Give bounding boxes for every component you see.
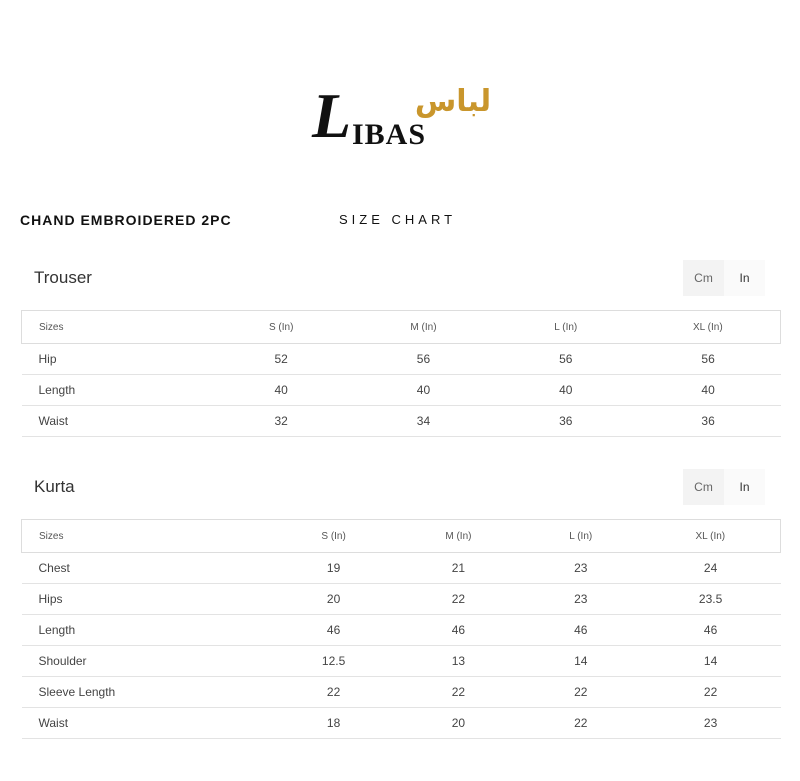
table-cell: 32 [274, 414, 288, 428]
measurement-label: Waist [38, 716, 69, 730]
column-header: Sizes [39, 321, 64, 333]
table-cell: 24 [703, 561, 718, 575]
table-cell: 56 [559, 352, 573, 366]
size-chart-heading: SIZE CHART [339, 212, 457, 227]
table-cell: 20 [451, 716, 466, 730]
measurement-label: Shoulder [38, 654, 87, 668]
table-cell: 34 [416, 414, 431, 428]
column-header: M (In) [410, 321, 437, 333]
table-cell: 22 [703, 685, 718, 699]
table-cell: 22 [574, 716, 588, 730]
table-cell: 19 [326, 561, 341, 575]
kurta-unit-in-button[interactable]: In [724, 469, 765, 505]
table-cell: 56 [416, 352, 431, 366]
table-cell: 36 [701, 414, 715, 428]
table-cell: 14 [703, 654, 718, 668]
kurta-size-table [21, 519, 781, 739]
table-cell: 22 [574, 685, 588, 699]
table-cell: 23 [574, 561, 588, 575]
table-cell: 14 [574, 654, 588, 668]
table-row [22, 553, 781, 584]
measurement-label: Length [38, 623, 76, 637]
column-header: Sizes [39, 530, 64, 542]
column-header: S (In) [321, 530, 346, 542]
table-cell: 40 [559, 383, 573, 397]
brand-logo [308, 82, 493, 162]
measurement-label: Waist [38, 414, 69, 428]
table-cell: 40 [274, 383, 288, 397]
table-cell: 46 [326, 623, 341, 637]
column-header: M (In) [445, 530, 472, 542]
trouser-section-title: Trouser [34, 268, 92, 287]
table-header-row [22, 311, 781, 344]
table-cell: 23.5 [698, 592, 723, 606]
column-header: XL (In) [693, 321, 723, 333]
column-header: XL (In) [695, 530, 726, 542]
table-header-row [22, 520, 781, 553]
measurement-label: Chest [38, 561, 70, 575]
table-cell: 22 [451, 592, 466, 606]
trouser-unit-in-button[interactable]: In [724, 260, 765, 296]
table-cell: 40 [416, 383, 431, 397]
table-cell: 13 [451, 654, 466, 668]
table-cell: 20 [326, 592, 341, 606]
table-row [22, 406, 781, 437]
table-row [22, 615, 781, 646]
table-row [22, 344, 781, 375]
table-row [22, 646, 781, 677]
table-row [22, 708, 781, 739]
measurement-label: Sleeve Length [38, 685, 116, 699]
measurement-label: Hip [38, 352, 57, 366]
column-header: L (In) [569, 530, 593, 542]
trouser-size-table [21, 310, 781, 437]
table-cell: 56 [701, 352, 715, 366]
table-row [22, 677, 781, 708]
kurta-section-title: Kurta [34, 477, 75, 496]
table-cell: 46 [451, 623, 466, 637]
table-cell: 23 [703, 716, 718, 730]
measurement-label: Length [38, 383, 76, 397]
brand-urdu-script: لباس [414, 84, 492, 119]
table-cell: 23 [574, 592, 588, 606]
kurta-unit-toggle [683, 469, 765, 505]
table-cell: 36 [559, 414, 573, 428]
table-cell: 22 [326, 685, 341, 699]
column-header: L (In) [554, 321, 578, 333]
measurement-label: Hips [38, 592, 63, 606]
table-cell: 40 [701, 383, 715, 397]
kurta-unit-cm-button[interactable]: Cm [694, 480, 713, 494]
table-cell: 21 [451, 561, 466, 575]
table-cell: 18 [326, 716, 341, 730]
table-cell: 46 [574, 623, 588, 637]
table-cell: 46 [703, 623, 718, 637]
table-cell: 22 [451, 685, 466, 699]
table-row [22, 375, 781, 406]
column-header: S (In) [268, 321, 294, 333]
trouser-unit-cm-button[interactable]: Cm [694, 271, 713, 285]
product-title: CHAND EMBROIDERED 2PC [20, 212, 232, 228]
brand-rest: IBAS [352, 118, 427, 151]
table-row [22, 584, 781, 615]
trouser-unit-toggle [683, 260, 765, 296]
brand-initial: L [312, 80, 352, 151]
table-cell: 52 [274, 352, 288, 366]
table-cell: 12.5 [321, 654, 346, 668]
